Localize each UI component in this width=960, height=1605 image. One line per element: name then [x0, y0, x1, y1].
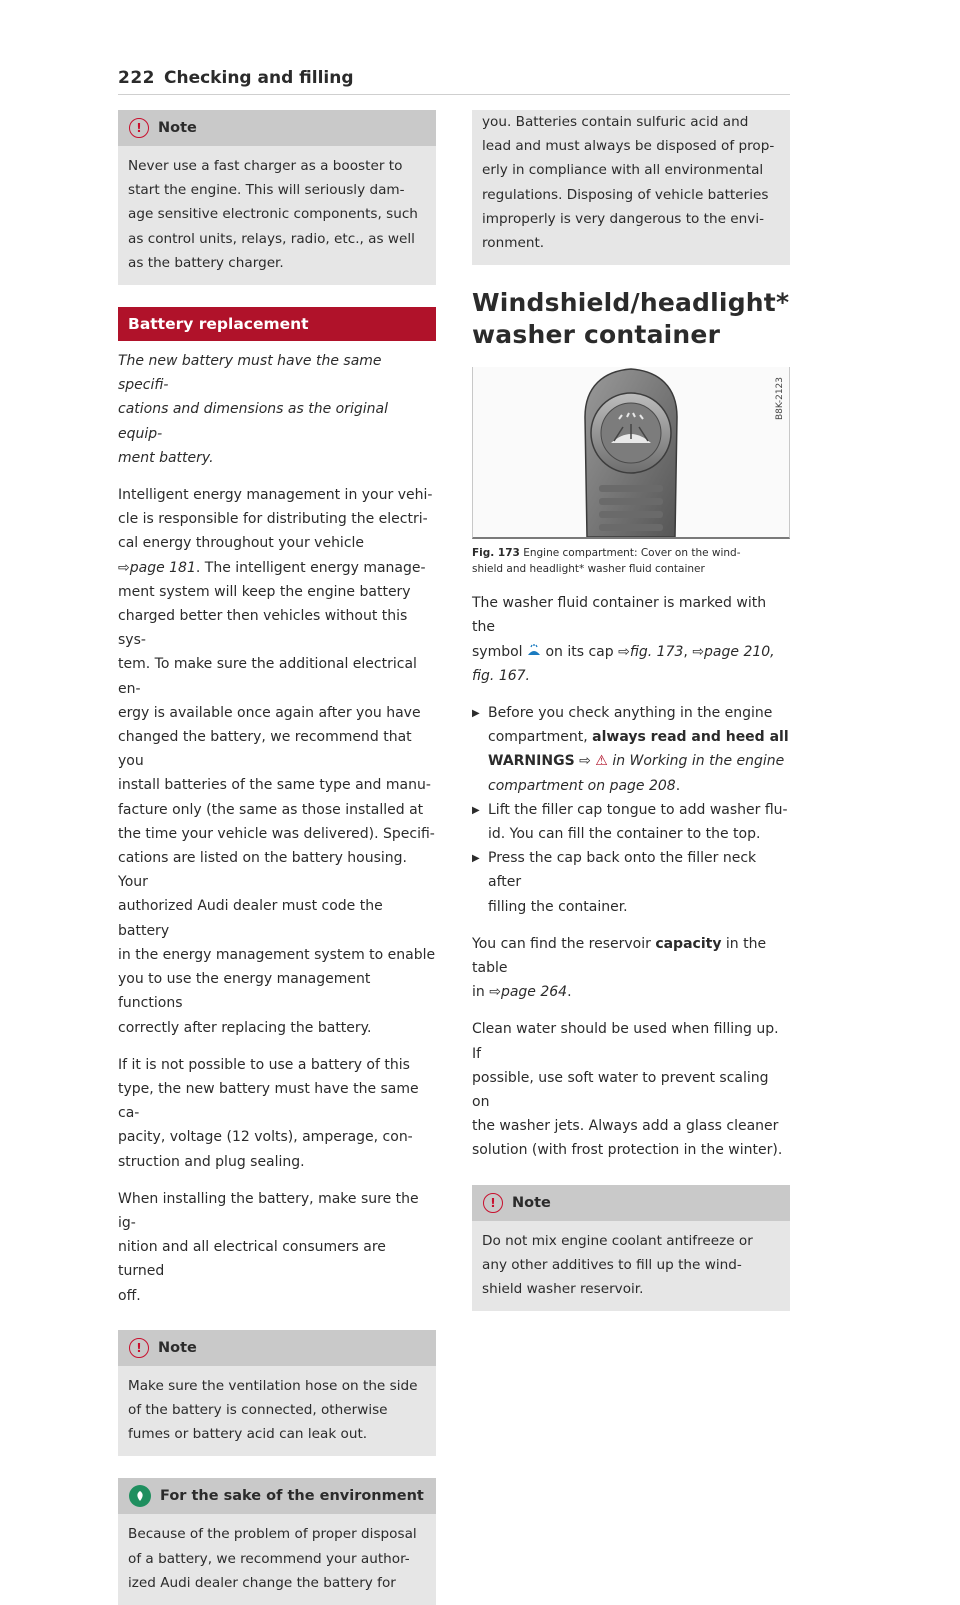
intro-line: ment battery.	[118, 449, 214, 466]
warning-link[interactable]: in Working in the engine	[612, 753, 785, 770]
env-line: ronment.	[482, 235, 545, 252]
xref-arrow-icon: ⇨	[692, 643, 705, 660]
washer-symbol-icon	[527, 644, 541, 656]
figure-caption: Fig. 173 Engine compartment: Cover on the wind- shield and headlight* washer fluid container	[472, 547, 741, 576]
note-body	[118, 1366, 436, 1457]
body-line: the time your vehicle was delivered). Specifi-	[118, 825, 435, 842]
section-heading: Windshield/headlight*	[472, 288, 790, 318]
body-line: ment system will keep the engine battery	[118, 583, 411, 600]
body-line: If it is not possible to use a battery of this	[118, 1056, 410, 1073]
note-line: fumes or battery acid can leak out.	[128, 1426, 368, 1443]
page-header	[118, 64, 790, 95]
note-header	[118, 110, 436, 146]
note-line: start the engine. This will seriously dam-	[128, 182, 405, 199]
page-link[interactable]: page 264	[500, 984, 568, 1001]
note-line: Do not mix engine coolant antifreeze or	[482, 1232, 753, 1249]
environment-body	[118, 1514, 436, 1605]
note-title: Note	[158, 1339, 197, 1356]
body-line: the washer jets. Always add a glass cleaner	[472, 1118, 779, 1135]
body-line: When installing the battery, make sure the ig-	[118, 1190, 419, 1231]
body-line: struction and plug sealing.	[118, 1153, 305, 1170]
list-item: ▶ Lift the filler cap tongue to add washer flu- id. You can fill the container to the top.	[472, 798, 790, 846]
page-number: 222	[118, 68, 155, 88]
body-line: install batteries of the same type and manu-	[118, 777, 431, 794]
note-line: as the battery charger.	[128, 254, 284, 271]
env-line: improperly is very dangerous to the envi-	[482, 210, 765, 227]
intro-line: The new battery must have the same specifi-	[118, 353, 382, 394]
environment-body-continued	[472, 110, 790, 265]
leaf-icon	[129, 1485, 151, 1507]
note-box	[118, 1330, 436, 1457]
note-box	[472, 1185, 790, 1312]
note-body	[472, 1221, 790, 1312]
list-item: ▶ Before you check anything in the engine compartment, always read and heed all WARNINGS ⇨ ⚠ in Working in the engine compartment on page 208.	[472, 701, 790, 798]
note-line: as control units, relays, radio, etc., as well	[128, 230, 415, 247]
intro-line: cations and dimensions as the original equip-	[118, 401, 388, 442]
note-title: Note	[158, 120, 197, 136]
body-line: facture only (the same as those installed at	[118, 801, 424, 818]
figure-link[interactable]: fig. 173	[629, 643, 684, 660]
note-title: Note	[512, 1194, 551, 1211]
env-line: you. Batteries contain sulfuric acid and	[482, 114, 749, 130]
body-line: Intelligent energy management in your vehi-	[118, 487, 433, 504]
body-line: correctly after replacing the battery.	[118, 1019, 372, 1036]
xref-arrow-icon: ⇨	[579, 753, 591, 770]
environment-box-continued	[472, 110, 790, 265]
body-line: Clean water should be used when filling up. If	[472, 1021, 779, 1062]
env-line: erly in compliance with all environmental	[482, 162, 764, 179]
environment-box	[118, 1478, 436, 1605]
note-header	[118, 1330, 436, 1366]
washer-cap-illustration	[473, 367, 789, 537]
body-line: in the energy management system to enable	[118, 946, 436, 963]
body-line: possible, use soft water to prevent scaling on	[472, 1069, 769, 1111]
note-line: of the battery is connected, otherwise	[128, 1401, 388, 1418]
note-line: Make sure the ventilation hose on the side	[128, 1377, 418, 1394]
body-line: tem. To make sure the additional electrical en-	[118, 656, 417, 697]
right-column	[472, 110, 790, 1311]
body-line: nition and all electrical consumers are turned	[118, 1239, 386, 1280]
body-line: type, the new battery must have the same ca-	[118, 1080, 419, 1122]
env-line: of a battery, we recommend your author-	[128, 1550, 410, 1567]
body-line: in ⇨page 264.	[472, 984, 572, 1001]
left-column	[118, 110, 436, 1605]
note-line: age sensitive electronic components, such	[128, 206, 418, 223]
environment-title: For the sake of the environment	[160, 1488, 424, 1505]
note-line: Never use a fast charger as a booster to	[128, 158, 403, 174]
body-line: ergy is available once again after you have	[118, 704, 421, 721]
section-heading: washer container	[472, 320, 721, 350]
body-line: The washer fluid container is marked with the	[472, 595, 767, 636]
body-line: cations are listed on the battery housing. Your	[118, 850, 408, 891]
env-line: lead and must always be disposed of prop-	[482, 138, 775, 155]
page-link[interactable]: page 181	[129, 559, 196, 576]
bullet-icon: ▶	[472, 708, 480, 720]
body-line: authorized Audi dealer must code the battery	[118, 898, 383, 939]
xref-arrow-icon: ⇨	[118, 559, 130, 576]
body-line: off.	[118, 1287, 141, 1304]
body-line: pacity, voltage (12 volts), amperage, con-	[118, 1129, 413, 1146]
bullet-icon: ▶	[472, 853, 480, 865]
section-title: Checking and filling	[164, 68, 354, 88]
body-line: changed the battery, we recommend that you	[118, 729, 412, 770]
body-line: You can find the reservoir capacity in the table	[472, 935, 767, 977]
figure-label: Fig. 173	[472, 547, 520, 560]
page-link[interactable]: page 210,	[704, 643, 775, 660]
env-line: Because of the problem of proper disposal	[128, 1526, 417, 1543]
body-line: charged better then vehicles without this sys-	[118, 608, 408, 649]
body-line: symbol on its cap ⇨fig. 173, ⇨page 210,	[472, 643, 775, 660]
note-header	[472, 1185, 790, 1221]
note-line: any other additives to fill up the wind-	[482, 1256, 742, 1273]
environment-header	[118, 1478, 436, 1514]
washer-cap-figure	[472, 367, 790, 539]
body-line: solution (with frost protection in the winter).	[472, 1142, 783, 1159]
env-line: ized Audi dealer change the battery for	[128, 1574, 396, 1591]
note-icon: !	[483, 1193, 503, 1213]
note-line: shield washer reservoir.	[482, 1281, 644, 1298]
list-item: ▶ Press the cap back onto the filler neck after filling the container.	[472, 846, 790, 919]
battery-replacement-heading: Battery replacement	[118, 307, 436, 341]
xref-arrow-icon: ⇨	[489, 984, 501, 1001]
body-line: you to use the energy management functions	[118, 971, 371, 1012]
env-line: regulations. Disposing of vehicle batteries	[482, 186, 769, 203]
note-box	[118, 110, 436, 285]
figure-code: B8K-2123	[775, 377, 785, 421]
note-body	[118, 146, 436, 285]
bullet-icon: ▶	[472, 804, 480, 816]
warning-icon: ⚠	[595, 753, 608, 770]
body-line: cle is responsible for distributing the electri-	[118, 511, 428, 528]
body-line: cal energy throughout your vehicle	[118, 535, 365, 552]
body-line: ⇨page 181. The intelligent energy manage-	[118, 559, 426, 576]
note-icon: !	[129, 118, 149, 138]
figure-link[interactable]: fig. 167.	[472, 667, 531, 684]
note-icon: !	[129, 1338, 149, 1358]
xref-arrow-icon: ⇨	[618, 643, 630, 660]
